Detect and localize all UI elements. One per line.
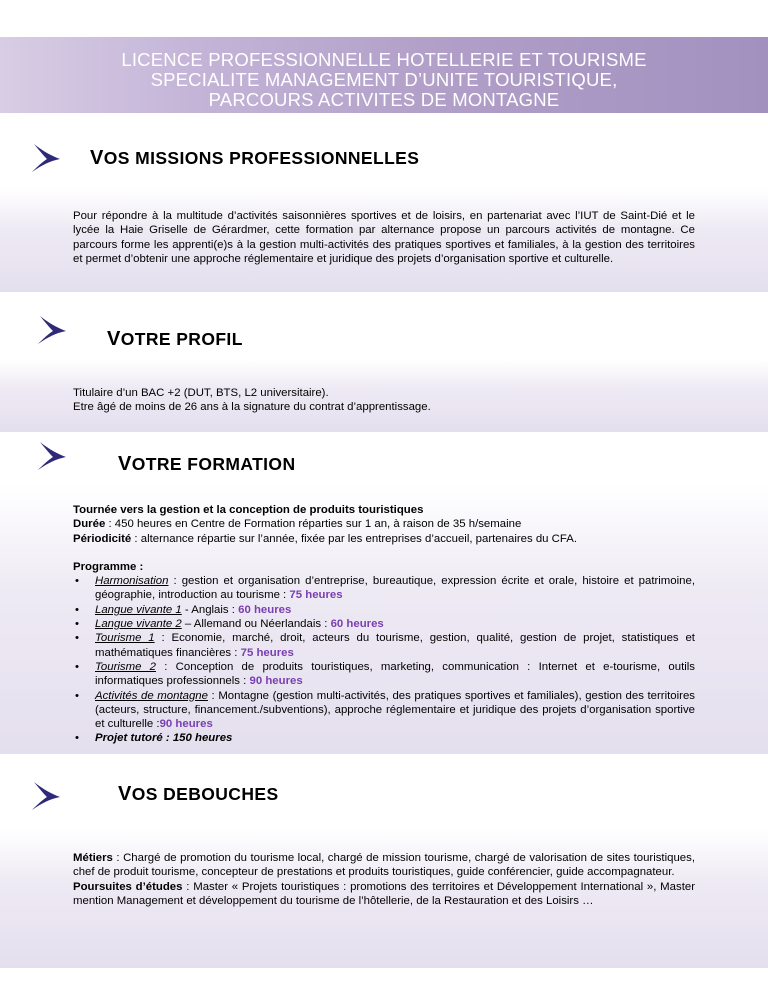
- item-name: Langue vivante 1: [95, 603, 182, 616]
- item-text: - Anglais :: [181, 603, 239, 616]
- chevron-icon: [30, 142, 64, 174]
- duree-label: Durée: [73, 518, 106, 531]
- item-name: Tourisme 2: [95, 660, 157, 673]
- formation-duree: [73, 517, 695, 531]
- section-heading-formation: [118, 453, 295, 479]
- poursuites-text: : Master « Projets touristiques : promotions des territoires et Développement International », Master mention Management et développement du tourisme de l’hôtellerie, de la Restauration et des Loisirs …: [73, 880, 695, 907]
- item-hours: 75 heures: [240, 646, 294, 659]
- heading-rest: OS DEBOUCHES: [131, 784, 279, 804]
- list-item: [73, 631, 695, 660]
- title-line-2: SPECIALITE MANAGEMENT D’UNITE TOURISTIQUE,: [150, 69, 618, 90]
- profil-paragraph: [73, 386, 695, 415]
- chevron-icon: [30, 780, 64, 812]
- heading-rest: OTRE FORMATION: [131, 454, 296, 474]
- item-text: – Allemand ou Néerlandais :: [181, 618, 331, 631]
- heading-initial: V: [118, 783, 132, 805]
- list-item: [73, 574, 695, 603]
- heading-initial: V: [118, 453, 132, 475]
- periodicite-label: Périodicité: [73, 532, 132, 545]
- formation-intro: Tournée vers la gestion et la conception de produits touristiques: [73, 504, 424, 516]
- item-text: : Conception de produits touristiques, marketing, communication : Internet et e-tourisme, outils informatiques professionnels :: [95, 660, 695, 688]
- debouches-block: [73, 851, 695, 908]
- title-line-3: PARCOURS ACTIVITES DE MONTAGNE: [208, 89, 560, 110]
- list-item: [73, 617, 695, 631]
- metiers-label: Métiers: [73, 852, 113, 864]
- missions-paragraph: Pour répondre à la multitude d’activités saisonnières sportives et de loisirs, en partenariat avec l’IUT de Saint-Dié et le lycée la Haie Griselle de Gérardmer, cette formation par alternance propose un parcours activités de montagne. Ce parcours forme les apprenti(e)s à la gestion multi-activités des pratiques sportives et familiales, à la gestion des territoires et permet d’obtenir une approche réglementaire et juridique des projets d’organisation sportive et culturelle.: [73, 210, 695, 265]
- title-banner: [0, 37, 768, 113]
- item-hours: 75 heures: [289, 589, 343, 602]
- formation-periodicite: [73, 532, 695, 546]
- section-heading-debouches: [118, 783, 279, 809]
- heading-rest: OS MISSIONS PROFESSIONNELLES: [103, 148, 420, 168]
- profil-line-1: Titulaire d’un BAC +2 (DUT, BTS, L2 universitaire).: [73, 387, 329, 399]
- item-name: Tourisme 1: [95, 632, 155, 645]
- list-item: [73, 689, 695, 732]
- title-line-1: LICENCE PROFESSIONNELLE HOTELLERIE ET TOURISME: [121, 49, 647, 70]
- item-hours: 90 heures: [159, 718, 213, 731]
- poursuites-label: Poursuites d’études: [73, 880, 183, 893]
- list-item: [73, 731, 695, 745]
- chevron-icon: [36, 440, 70, 472]
- profil-line-2: Etre âgé de moins de 26 ans à la signature du contrat d’apprentissage.: [73, 401, 431, 414]
- projet-tutore: Projet tutoré : 150 heures: [95, 732, 233, 745]
- list-item: [73, 603, 695, 617]
- heading-initial: V: [107, 328, 121, 350]
- item-name: Langue vivante 2: [95, 618, 182, 631]
- item-name: Activités de montagne: [95, 689, 208, 702]
- debouches-metiers: [73, 851, 695, 880]
- programme-list: [73, 574, 695, 746]
- section-heading-profil: [107, 328, 243, 354]
- item-hours: 60 heures: [330, 618, 384, 631]
- chevron-icon: [36, 314, 70, 346]
- item-text: : gestion et organisation d’entreprise, bureautique, expression écrite et orale, histoire et patrimoine, géographie, introduction au tourisme :: [95, 575, 695, 602]
- metiers-text: : Chargé de promotion du tourisme local, chargé de mission tourisme, chargé de valorisation de sites touristiques, chef de produit tourisme, concepteur de prestations et produits touristiques, guide conférencier, guide accompagnateur.: [73, 852, 695, 879]
- item-hours: 60 heures: [238, 603, 292, 616]
- item-hours: 90 heures: [249, 675, 303, 688]
- item-name: Harmonisation: [95, 575, 169, 588]
- item-text: : Montagne (gestion multi-activités, des pratiques sportives et familiales), gestion des territoires (acteurs, structure, financement./subventions), approche réglementaire et juridique des projets d’organisation sportive et culturelle :: [95, 689, 695, 731]
- list-item: [73, 660, 695, 689]
- duree-text: : 450 heures en Centre de Formation réparties sur 1 an, à raison de 35 h/semaine: [105, 518, 522, 531]
- heading-initial: V: [90, 147, 104, 169]
- page-title: [0, 50, 768, 110]
- programme-label: Programme :: [73, 560, 144, 573]
- section-heading-missions: [90, 147, 419, 173]
- periodicite-text: : alternance répartie sur l’année, fixée par les entreprises d’accueil, partenaires du CFA.: [131, 532, 577, 545]
- formation-block: [73, 503, 695, 746]
- item-text: : Economie, marché, droit, acteurs du tourisme, gestion, qualité, gestion de projet, statistiques et mathématiques financières :: [95, 632, 695, 659]
- debouches-poursuites: [73, 880, 695, 909]
- heading-rest: OTRE PROFIL: [120, 329, 243, 349]
